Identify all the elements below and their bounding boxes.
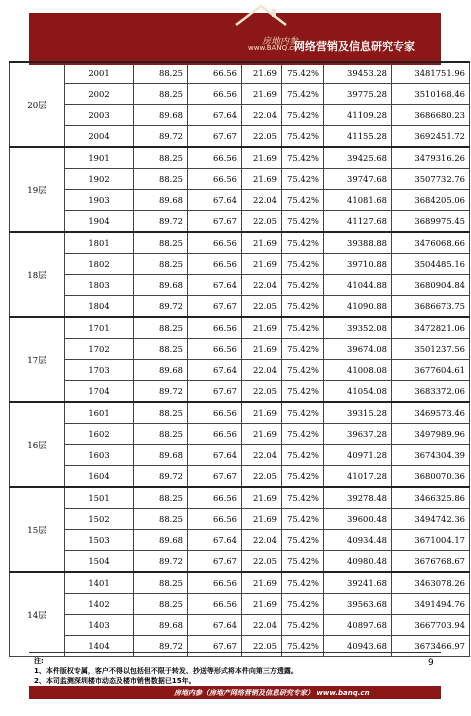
table-cell: 21.69 [242,62,282,84]
notes-item: 2、本司监测深圳楼市动态及楼市销售数据已15年。 [34,677,196,685]
table-cell: 67.67 [188,636,242,657]
table-cell: 3680070.36 [392,466,470,488]
table-row [10,530,470,551]
table-row [10,105,470,126]
table-cell: 67.64 [188,190,242,211]
table-cell: 75.42% [282,466,324,488]
table-cell: 75.42% [282,275,324,296]
table-cell: 75.42% [282,636,324,657]
footer-text: 房地内参（房地产网络营销及信息研究专家） www.banq.cn [174,689,370,697]
house-logo-icon [232,3,290,33]
notes-label: 注: [34,657,44,665]
unit-price-table [9,61,470,657]
table-cell: 67.64 [188,275,242,296]
table-cell: 75.42% [282,594,324,615]
table-cell: 3667703.94 [392,615,470,636]
table-cell: 40943.68 [324,636,392,657]
table-cell: 75.42% [282,232,324,254]
floor-label: 15层 [10,487,65,572]
table-cell: 3689975.45 [392,211,470,233]
room-number: 1901 [65,147,134,169]
table-cell: 39388.88 [324,232,392,254]
table-row [10,126,470,148]
table-cell: 39278.48 [324,487,392,509]
table-cell: 75.42% [282,339,324,360]
logo-script: 房地内参 [262,37,299,47]
table-cell: 89.68 [134,445,188,466]
table-row [10,360,470,381]
room-number: 1402 [65,594,134,615]
table-cell: 3692451.72 [392,126,470,148]
table-cell: 89.68 [134,530,188,551]
table-cell: 21.69 [242,509,282,530]
table-row [10,615,470,636]
room-number: 1801 [65,232,134,254]
table-cell: 75.42% [282,147,324,169]
table-row [10,636,470,657]
table-row [10,424,470,445]
table-cell: 66.56 [188,317,242,339]
table-cell: 21.69 [242,402,282,424]
table-cell: 66.56 [188,232,242,254]
table-cell: 66.56 [188,339,242,360]
table-cell: 75.42% [282,551,324,573]
table-cell: 41081.68 [324,190,392,211]
table-cell: 75.42% [282,402,324,424]
room-number: 1902 [65,169,134,190]
table-cell: 75.42% [282,317,324,339]
table-cell: 3479316.26 [392,147,470,169]
table-cell: 89.72 [134,551,188,573]
table-cell: 3671004.17 [392,530,470,551]
table-cell: 22.04 [242,190,282,211]
table-cell: 66.56 [188,487,242,509]
table-cell: 3510168.46 [392,84,470,105]
table-cell: 88.25 [134,339,188,360]
floor-label: 16层 [10,402,65,487]
table-cell: 21.69 [242,339,282,360]
table-cell: 39425.68 [324,147,392,169]
table-row [10,190,470,211]
table-cell: 39600.48 [324,509,392,530]
room-number: 1602 [65,424,134,445]
table-cell: 3494742.36 [392,509,470,530]
room-number: 1703 [65,360,134,381]
table-cell: 39775.28 [324,84,392,105]
table-cell: 39747.68 [324,169,392,190]
table-cell: 66.56 [188,254,242,275]
table-row [10,169,470,190]
table-cell: 89.72 [134,296,188,318]
table-cell: 67.67 [188,466,242,488]
table-cell: 3472821.06 [392,317,470,339]
table-row [10,381,470,403]
table-cell: 21.69 [242,317,282,339]
table-cell: 88.25 [134,254,188,275]
table-cell: 88.25 [134,62,188,84]
table-cell: 3469573.46 [392,402,470,424]
room-number: 1504 [65,551,134,573]
room-number: 1603 [65,445,134,466]
table-cell: 75.42% [282,424,324,445]
table-cell: 67.64 [188,615,242,636]
table-cell: 75.42% [282,190,324,211]
table-row [10,339,470,360]
floor-label: 17层 [10,317,65,402]
room-number: 1802 [65,254,134,275]
table-cell: 89.68 [134,275,188,296]
table-cell: 21.69 [242,594,282,615]
table-cell: 3686680.23 [392,105,470,126]
table-cell: 66.56 [188,424,242,445]
table-cell: 3674304.39 [392,445,470,466]
table-row [10,275,470,296]
table-cell: 3673466.97 [392,636,470,657]
logo-url: www.BANQ.cn [248,44,298,52]
table-row [10,466,470,488]
table-cell: 22.04 [242,360,282,381]
room-number: 1704 [65,381,134,403]
table-cell: 41109.28 [324,105,392,126]
table-row [10,445,470,466]
table-cell: 41155.28 [324,126,392,148]
table-cell: 88.25 [134,594,188,615]
room-number: 1401 [65,572,134,594]
table-row [10,211,470,233]
table-cell: 75.42% [282,169,324,190]
table-cell: 89.72 [134,466,188,488]
table-cell: 66.56 [188,84,242,105]
table-cell: 21.69 [242,487,282,509]
table-cell: 89.72 [134,126,188,148]
table-cell: 22.05 [242,636,282,657]
table-cell: 75.42% [282,360,324,381]
table-cell: 3504485.16 [392,254,470,275]
table-cell: 75.42% [282,487,324,509]
table-cell: 41090.88 [324,296,392,318]
table-row [10,509,470,530]
table-cell: 75.42% [282,445,324,466]
table-cell: 75.42% [282,296,324,318]
table-cell: 89.68 [134,615,188,636]
table-cell: 22.04 [242,530,282,551]
table-cell: 3463078.26 [392,572,470,594]
room-number: 2002 [65,84,134,105]
table-cell: 67.67 [188,296,242,318]
table-row [10,147,470,169]
table-cell: 89.68 [134,360,188,381]
floor-label: 14层 [10,572,65,657]
notes-item: 1、本件版权专属，客户不得以包括但不限于转发、抄送等形式将本件向第三方透露。 [34,667,298,675]
header-title: 网络营销及信息研究专家 [294,40,415,53]
table-cell: 67.67 [188,381,242,403]
room-number: 1404 [65,636,134,657]
table-cell: 21.69 [242,169,282,190]
table-cell: 3676768.67 [392,551,470,573]
table-cell: 22.05 [242,211,282,233]
floor-label: 19层 [10,147,65,232]
table-cell: 22.04 [242,275,282,296]
room-number: 1701 [65,317,134,339]
table-cell: 67.64 [188,530,242,551]
table-cell: 40934.48 [324,530,392,551]
table-cell: 67.67 [188,551,242,573]
table-cell: 75.42% [282,572,324,594]
room-number: 1702 [65,339,134,360]
table-row [10,232,470,254]
table-cell: 89.72 [134,211,188,233]
table-cell: 21.69 [242,572,282,594]
table-cell: 66.56 [188,147,242,169]
table-cell: 3684205.06 [392,190,470,211]
table-cell: 88.25 [134,232,188,254]
notes [34,656,298,686]
table-row [10,317,470,339]
table-cell: 75.42% [282,381,324,403]
table-cell: 22.05 [242,126,282,148]
table-cell: 21.69 [242,147,282,169]
table-cell: 22.05 [242,551,282,573]
table-cell: 75.42% [282,211,324,233]
table-cell: 22.04 [242,105,282,126]
table-cell: 67.64 [188,360,242,381]
table-cell: 3501237.56 [392,339,470,360]
table-cell: 39674.08 [324,339,392,360]
table-cell: 39453.28 [324,62,392,84]
table-row [10,594,470,615]
table-cell: 41044.88 [324,275,392,296]
table-cell: 75.42% [282,615,324,636]
room-number: 1604 [65,466,134,488]
table-cell: 41054.08 [324,381,392,403]
table-cell: 67.67 [188,126,242,148]
table-cell: 39352.08 [324,317,392,339]
table-cell: 39637.28 [324,424,392,445]
page-number: 9 [428,658,434,668]
table-cell: 41017.28 [324,466,392,488]
table-cell: 41008.08 [324,360,392,381]
table-cell: 3476068.66 [392,232,470,254]
table-cell: 3507732.76 [392,169,470,190]
table-cell: 21.69 [242,424,282,445]
room-number: 1804 [65,296,134,318]
table-cell: 40897.68 [324,615,392,636]
table-cell: 75.42% [282,254,324,275]
table-cell: 67.64 [188,105,242,126]
table-cell: 3481751.96 [392,62,470,84]
room-number: 2001 [65,62,134,84]
table-cell: 39315.28 [324,402,392,424]
table-cell: 39710.88 [324,254,392,275]
room-number: 1503 [65,530,134,551]
table-cell: 66.56 [188,594,242,615]
table-row [10,572,470,594]
table-cell: 21.69 [242,232,282,254]
table-cell: 88.25 [134,147,188,169]
floor-label: 20层 [10,62,65,147]
table-row [10,62,470,84]
table-cell: 22.04 [242,615,282,636]
table-cell: 75.42% [282,126,324,148]
footer-divider [29,652,441,653]
table-cell: 3677604.61 [392,360,470,381]
table-row [10,402,470,424]
table-cell: 89.72 [134,381,188,403]
table-cell: 21.69 [242,84,282,105]
table-cell: 67.64 [188,445,242,466]
room-number: 1502 [65,509,134,530]
table-cell: 88.25 [134,487,188,509]
table-cell: 88.25 [134,424,188,445]
table-row [10,296,470,318]
table-cell: 88.25 [134,169,188,190]
table-row [10,254,470,275]
table-row [10,84,470,105]
table-cell: 40971.28 [324,445,392,466]
table-cell: 66.56 [188,572,242,594]
table-cell: 3680904.84 [392,275,470,296]
table-cell: 40980.48 [324,551,392,573]
table-cell: 88.25 [134,509,188,530]
table-cell: 89.68 [134,190,188,211]
table-row [10,551,470,573]
table-cell: 75.42% [282,62,324,84]
table-cell: 66.56 [188,62,242,84]
table-cell: 3497989.96 [392,424,470,445]
table-cell: 89.68 [134,105,188,126]
table-cell: 22.05 [242,466,282,488]
floor-label: 18层 [10,232,65,317]
table-cell: 88.25 [134,572,188,594]
room-number: 1403 [65,615,134,636]
table-cell: 75.42% [282,509,324,530]
table-cell: 3683372.06 [392,381,470,403]
table-cell: 22.05 [242,381,282,403]
table-cell: 3491494.76 [392,594,470,615]
table-cell: 88.25 [134,84,188,105]
table-cell: 22.05 [242,296,282,318]
table-cell: 22.04 [242,445,282,466]
table-cell: 66.56 [188,509,242,530]
table-cell: 75.42% [282,84,324,105]
room-number: 2004 [65,126,134,148]
room-number: 2003 [65,105,134,126]
table-cell: 3466325.86 [392,487,470,509]
table-cell: 75.42% [282,105,324,126]
table-cell: 67.67 [188,211,242,233]
table-cell: 41127.68 [324,211,392,233]
table-cell: 66.56 [188,169,242,190]
table-cell: 75.42% [282,530,324,551]
table-cell: 66.56 [188,402,242,424]
room-number: 1601 [65,402,134,424]
room-number: 1501 [65,487,134,509]
room-number: 1904 [65,211,134,233]
room-number: 1803 [65,275,134,296]
table-cell: 3686673.75 [392,296,470,318]
table-cell: 88.25 [134,402,188,424]
table-cell: 89.72 [134,636,188,657]
room-number: 1903 [65,190,134,211]
table-cell: 21.69 [242,254,282,275]
table-cell: 39241.68 [324,572,392,594]
table-row [10,487,470,509]
table-cell: 39563.68 [324,594,392,615]
table-cell: 88.25 [134,317,188,339]
